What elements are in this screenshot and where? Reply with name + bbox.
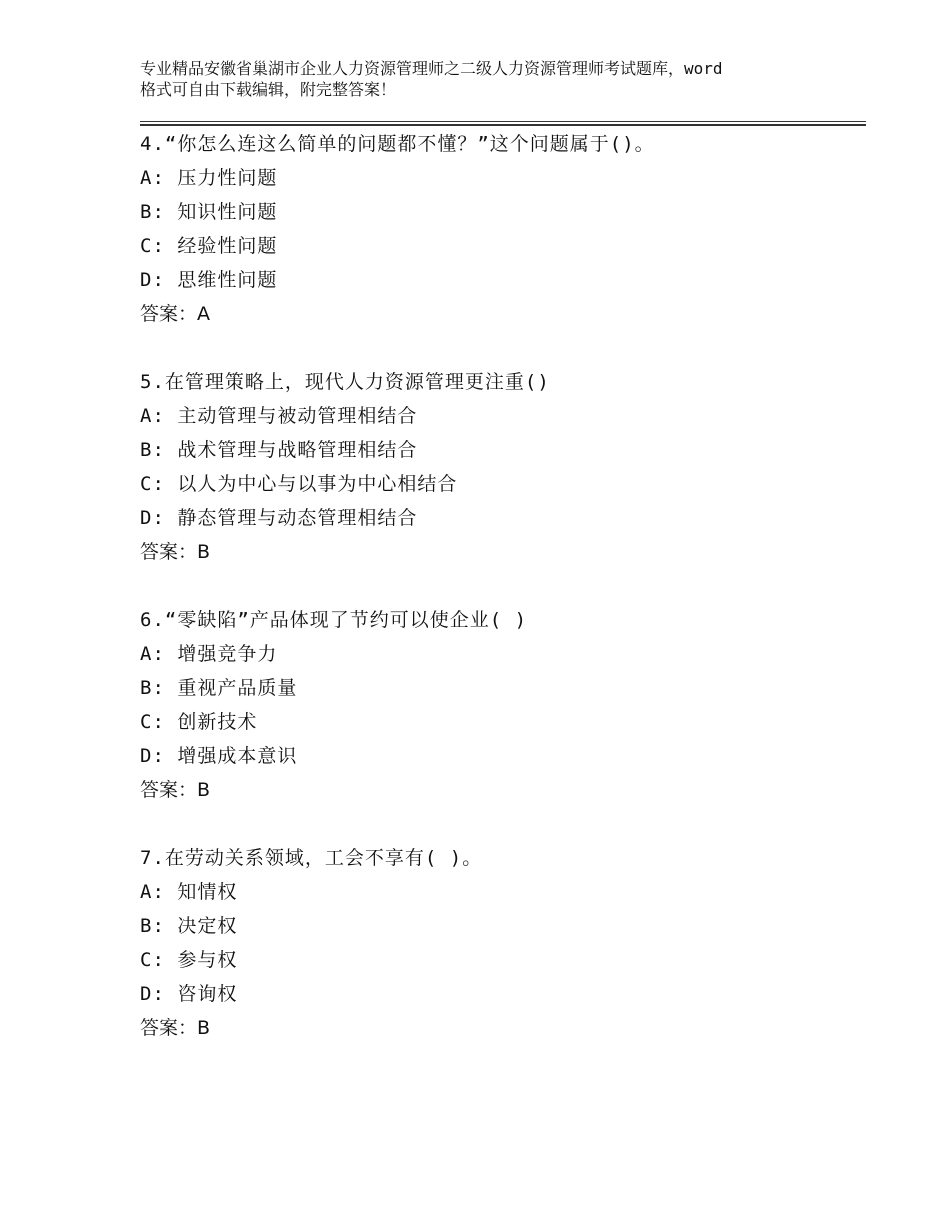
option-a: A: 压力性问题 (140, 167, 278, 189)
option-b: B: 决定权 (140, 915, 238, 937)
question-5 (140, 365, 866, 569)
question-stem: 7.在劳动关系领域，工会不享有( )。 (140, 847, 483, 869)
question-4 (140, 127, 866, 331)
option-c: C: 经验性问题 (140, 235, 278, 257)
option-b: B: 战术管理与战略管理相结合 (140, 439, 418, 461)
option-b: B: 重视产品质量 (140, 677, 298, 699)
option-c: C: 参与权 (140, 949, 238, 971)
question-stem: 4.“你怎么连这么简单的问题都不懂？”这个问题属于()。 (140, 133, 655, 155)
header-divider (140, 121, 866, 126)
option-c: C: 以人为中心与以事为中心相结合 (140, 473, 458, 495)
question-stem: 5.在管理策略上，现代人力资源管理更注重() (140, 371, 550, 393)
question-stem: 6.“零缺陷”产品体现了节约可以使企业( ) (140, 609, 528, 631)
question-7 (140, 841, 866, 1045)
document-header (140, 58, 840, 100)
option-d: D: 思维性问题 (140, 269, 278, 291)
answer-label: 答案：B (140, 779, 211, 801)
answer-label: 答案：B (140, 1017, 211, 1039)
header-line-2: 格式可自由下载编辑，附完整答案！ (140, 80, 397, 99)
option-d: D: 增强成本意识 (140, 745, 298, 767)
question-list (140, 127, 866, 1079)
answer-label: 答案：B (140, 541, 211, 563)
option-a: A: 知情权 (140, 881, 238, 903)
option-d: D: 咨询权 (140, 983, 238, 1005)
option-d: D: 静态管理与动态管理相结合 (140, 507, 418, 529)
question-6 (140, 603, 866, 807)
option-c: C: 创新技术 (140, 711, 258, 733)
option-b: B: 知识性问题 (140, 201, 278, 223)
option-a: A: 主动管理与被动管理相结合 (140, 405, 418, 427)
answer-label: 答案：A (140, 303, 210, 325)
header-line-1: 专业精品安徽省巢湖市企业人力资源管理师之二级人力资源管理师考试题库，word (140, 59, 723, 78)
option-a: A: 增强竞争力 (140, 643, 278, 665)
